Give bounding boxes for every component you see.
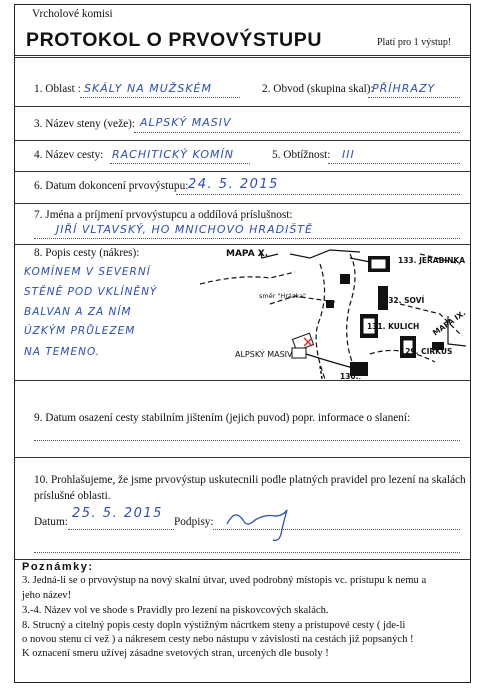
- dotted-line: [80, 97, 240, 98]
- cesta-value: RACHITICKÝ KOMÍN: [112, 148, 234, 161]
- oblast-label: 1. Oblast :: [34, 83, 81, 95]
- dotted-line: [34, 552, 460, 553]
- note-line: K oznacení smeru užívej zásadne svetových stran, urcených dle busoly !: [22, 648, 329, 659]
- dotted-line: [176, 194, 460, 195]
- cesta-label: 4. Název cesty:: [34, 149, 104, 161]
- map-label-mapa9: MAPA IX.: [431, 308, 468, 338]
- datum2-label: Datum:: [34, 516, 68, 528]
- datum-label: 6. Datum dokoncení prvovýstupu:: [34, 180, 189, 192]
- note-line: 3. Jedná-li se o prvovýstup na nový skalní útvar, uved podrobný místopis vc. prístupu k nemu a: [22, 575, 427, 586]
- map-label-130: 130.: [340, 372, 359, 381]
- signature: [225, 494, 295, 544]
- popis-line: NA TEMENO.: [24, 346, 101, 358]
- stena-value: ALPSKÝ MASIV: [140, 116, 232, 129]
- divider: [14, 203, 471, 204]
- map-label-133: 133. JEŘABINKA: [398, 256, 466, 265]
- dotted-line: [328, 163, 460, 164]
- podpisy-label: Podpisy:: [174, 516, 214, 528]
- map-label-131: 131. KULICH: [367, 322, 420, 331]
- obvod-value: PŘÍHRAZY: [372, 82, 436, 95]
- divider: [14, 171, 471, 172]
- datum2-value: 25. 5. 2015: [72, 506, 163, 521]
- obvod-label: 2. Obvod (skupina skal):: [262, 83, 374, 95]
- oblast-value: SKÁLY NA MUŽSKÉM: [84, 82, 212, 95]
- divider: [14, 57, 471, 58]
- divider: [14, 140, 471, 141]
- prohlaseni-text: príslušné oblasti.: [34, 490, 111, 502]
- note-line: 3.-4. Název vol ve shode s Pravidly pro lezení na pískovcových skalách.: [22, 605, 329, 616]
- datum-value: 24. 5. 2015: [188, 177, 279, 192]
- divider: [14, 55, 471, 56]
- osazeni-label: 9. Datum osazení cesty stabilním jištením (jejich puvod) popr. informace o slanení:: [34, 412, 411, 424]
- divider: [14, 106, 471, 107]
- note-line: jeho název!: [22, 590, 72, 601]
- divider: [14, 559, 471, 560]
- popis-line: BALVAN A ZA NÍM: [24, 306, 132, 318]
- org-label: Vrcholové komisi: [32, 8, 113, 20]
- map-label-129: 129. CIRKUS: [400, 347, 453, 356]
- map-label-alpsky: ALPSKÝ MASIV: [235, 350, 293, 359]
- dotted-line: [34, 440, 460, 441]
- note-line: o novou stenu ci vež ) a nákresem cesty nebo nástupu v závislosti na cestách již popsaných !: [22, 634, 414, 645]
- note-line: 8. Strucný a citelný popis cesty dopln výstižným nácrtkem steny a prístupové cesty ( jde-li: [22, 620, 406, 631]
- obtiznost-label: 5. Obtížnost:: [272, 149, 331, 161]
- obtiznost-value: III: [342, 148, 355, 161]
- stena-label: 3. Název steny (veže):: [34, 118, 135, 130]
- popis-label: 8. Popis cesty (nákres):: [34, 247, 140, 259]
- prohlaseni-text: 10. Prohlašujeme, že jsme prvovýstup uskutecnili podle platných pravidel pro lezení na skalách: [34, 474, 466, 486]
- dotted-line: [110, 163, 250, 164]
- dotted-line: [134, 132, 460, 133]
- popis-line: ÚZKÝM PRŮLEZEM: [24, 325, 136, 337]
- valid-note: Platí pro 1 výstup!: [377, 37, 452, 48]
- divider: [14, 380, 471, 381]
- dotted-line: [68, 529, 174, 530]
- popis-line: KOMÍNEM V SEVERNÍ: [24, 266, 151, 278]
- popis-line: STĚNĚ POD VKLÍNĚNÝ: [24, 286, 158, 298]
- jmena-label: 7. Jména a príjmení prvovýstupcu a oddílová príslušnost:: [34, 209, 293, 221]
- dotted-line: [34, 238, 460, 239]
- form-title: PROTOKOL O PRVOVÝSTUPU: [26, 29, 323, 51]
- map-label-132: 132. SOVÍ: [383, 296, 425, 305]
- jmena-value: JIŘÍ VLTAVSKÝ, HO MNICHOVO HRADIŠTĚ: [56, 223, 313, 236]
- map-title: MAPA X.: [226, 249, 269, 259]
- divider: [14, 457, 471, 458]
- dotted-line: [368, 97, 460, 98]
- notes-heading: Poznámky:: [22, 561, 94, 573]
- map-label-smer: směr "Hrázka": [259, 292, 307, 300]
